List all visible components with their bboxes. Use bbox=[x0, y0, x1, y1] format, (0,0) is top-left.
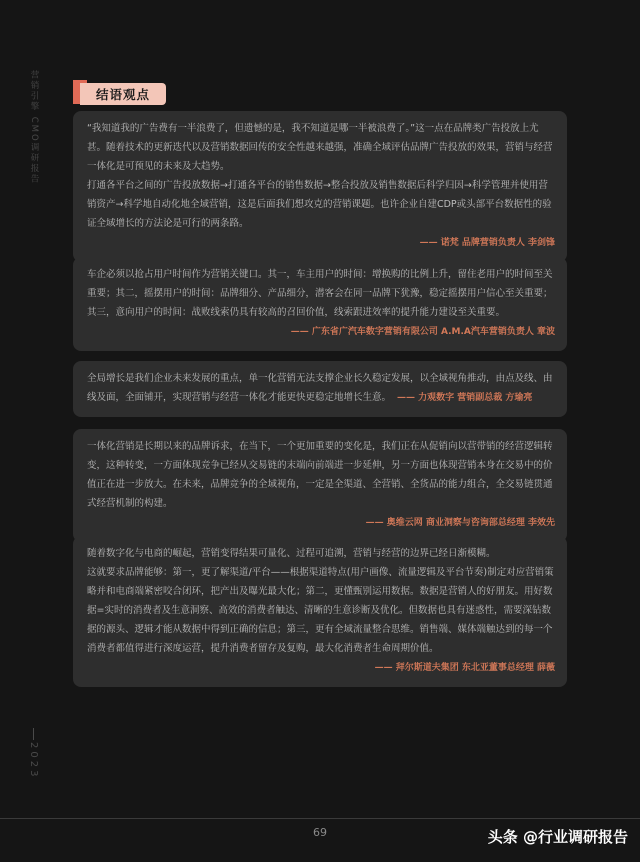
quote-attribution: —— 拜尔斯道夫集团 东北亚董事总经理 薛薇 bbox=[374, 663, 555, 673]
quote-attribution: —— 诺梵 品牌营销负责人 李剑锋 bbox=[419, 238, 555, 248]
quote-paragraph: 一体化营销是长期以来的品牌诉求，在当下，一个更加重要的变化是，我们正在从促销向以营带销的经营逻辑转变，这种转变，一方面体现竞争已经从交易链的末端向前端进一步延伸，另一方面也体现营销本身在交易中的价值正在进一步放大。在未来，品牌竞争的全域视角，一定是全渠道、全营销、全货品的能力组合，全交易链贯通式经营机制的构建。 bbox=[87, 441, 553, 509]
quote-card bbox=[73, 257, 567, 351]
quote-paragraph: 随着数字化与电商的崛起，营销变得结果可量化、过程可追溯，营销与经营的边界已经日渐模糊。 bbox=[87, 548, 496, 559]
quote-attribution: —— 奥维云网 商业洞察与咨询部总经理 李效先 bbox=[365, 518, 555, 528]
quote-attribution: —— 广东省广汽车数字营销有限公司 A.M.A汽车营销负责人 章波 bbox=[290, 327, 555, 337]
section-title: 结语观点 bbox=[80, 83, 166, 105]
quote-card bbox=[73, 536, 567, 687]
quote-card bbox=[73, 429, 567, 542]
quote-paragraph: “我知道我的广告费有一半浪费了，但遗憾的是，我不知道是哪一半被浪费了。”这一点在品牌类广告投放上尤甚。随着技术的更新迭代以及营销数据回传的安全性越来越强，准确全域评估品牌广告投放的效果，营销与经营一体化是可预见的未来及大趋势。 bbox=[87, 123, 553, 172]
page-number: 69 bbox=[313, 826, 327, 839]
side-divider bbox=[33, 728, 34, 740]
quote-card bbox=[73, 361, 567, 417]
quote-card bbox=[73, 111, 567, 262]
quote-paragraph: 这就要求品牌能够：第一，更了解渠道/平台——根据渠道特点(用户画像、流量逻辑及平台节奏)制定对应营销策略并和电商端紧密咬合闭环，把产出及曝光最大化；第二，更懂甄别运用数据。数据是营销人的好朋友。用好数据=实时的消费者及生意洞察、高效的消费者触达、清晰的生意诊断及优化。但数据也具有迷惑性，需要深钻数据的源头、逻辑才能从数据中得到正确的信息；第三，更有全域流量整合思维。销售端、媒体端触达到的每一个消费者都值得进行深度运营，提升消费者留存及复购，最大化消费者生命周期价值。 bbox=[87, 567, 554, 654]
quote-attribution: —— 力观数字 营销副总裁 方瑜亮 bbox=[397, 393, 533, 403]
watermark-text: 头条 @行业调研报告 bbox=[487, 828, 628, 846]
side-year: 2023 bbox=[28, 742, 39, 780]
footer-divider bbox=[0, 818, 640, 819]
quote-paragraph: 车企必须以抢占用户时间作为营销关键口。其一，车主用户的时间：增换购的比例上升，留住老用户的时间至关重要；其二，摇摆用户的时间：品牌细分、产品细分，潜客会在同一品牌下犹豫，稳定摇摆用户信心至关重要；其三，意向用户的时间：战败线索仍具有较高的召回价值，线索跟进效率的提升能力建设至关重要。 bbox=[87, 269, 553, 318]
quote-paragraph: 打通各平台之间的广告投放数据→打通各平台的销售数据→整合投放及销售数据后科学归因→科学管理并使用营销资产→科学地自动化地全域营销，这是后面我们想攻克的营销课题。也许企业自建CDP或头部平台数据性的验证全域增长的方法论是可行的两条路。 bbox=[87, 180, 552, 229]
quote-paragraph: 全局增长是我们企业未来发展的重点，单一化营销无法支撑企业长久稳定发展，以全域视角推动，由点及线、由线及面，全面铺开，实现营销与经营一体化才能更快更稳定地增长生意。 —— 力观数字 营销副总裁 方瑜亮 bbox=[87, 373, 553, 403]
side-report-label: 营销引擎 CMO调研报告 bbox=[29, 70, 39, 185]
